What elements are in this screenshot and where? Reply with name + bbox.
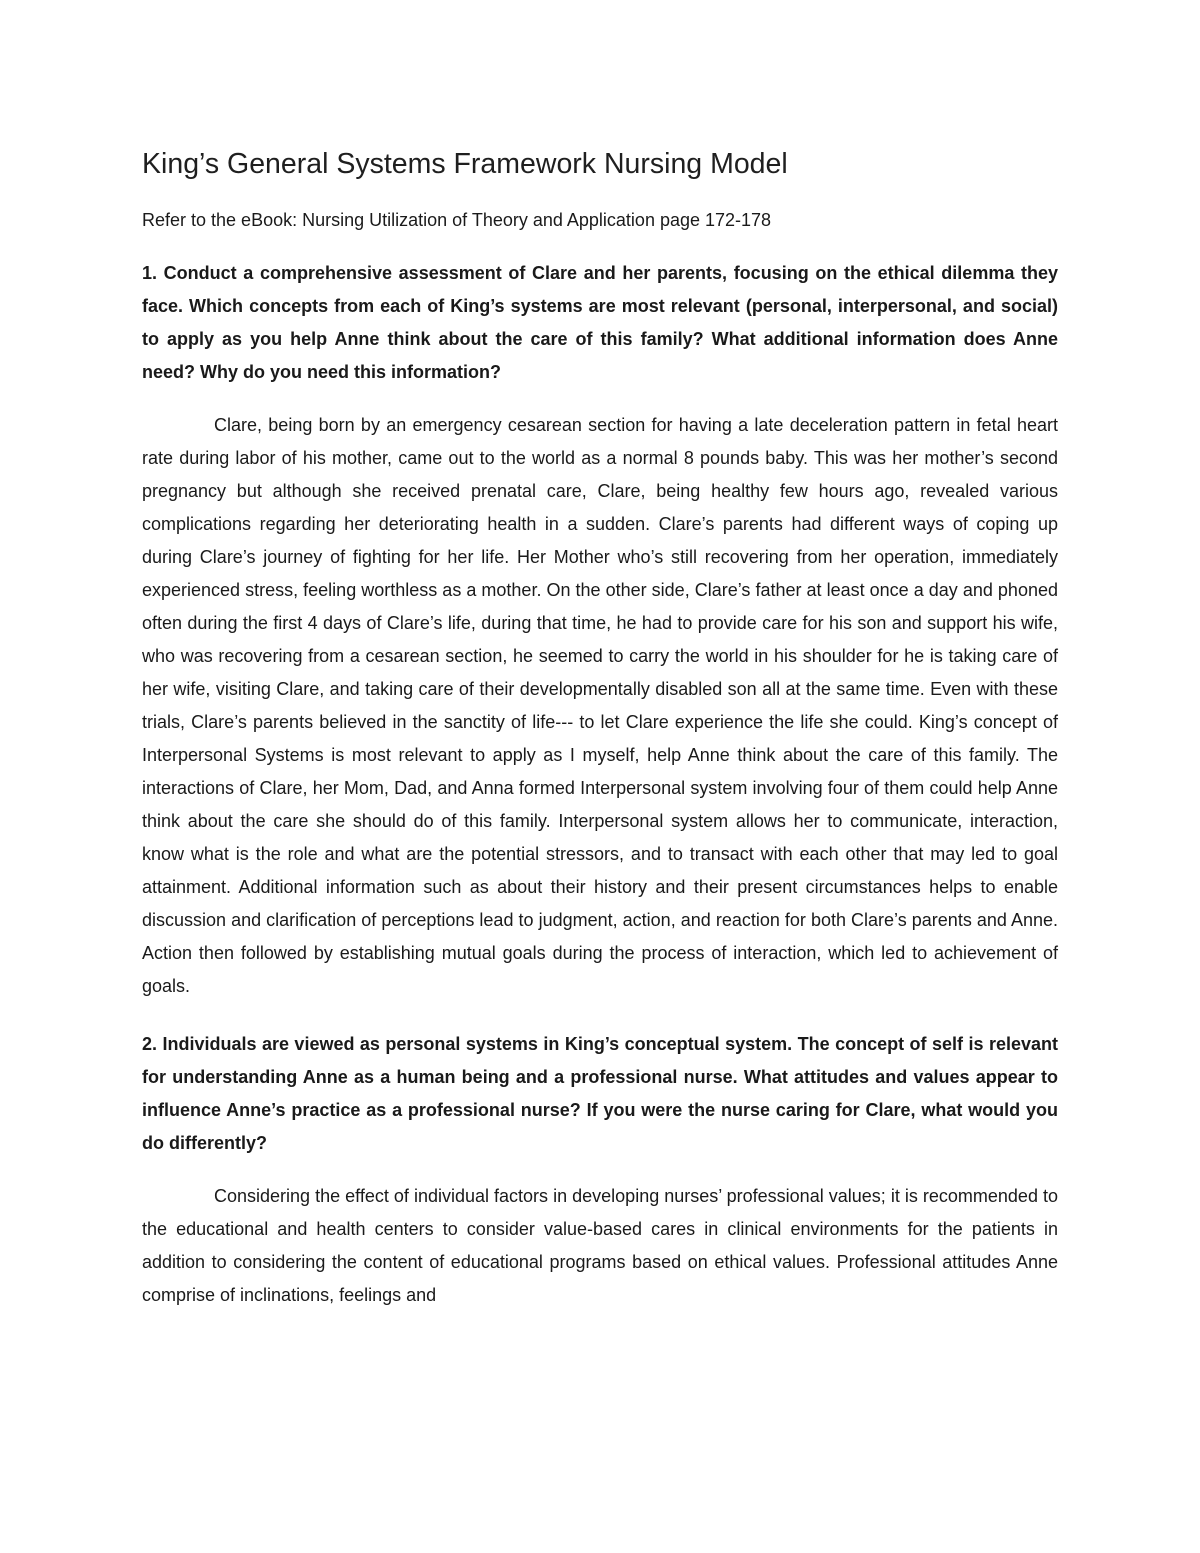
question-2: 2. Individuals are viewed as personal systems in King’s conceptual system. The concept of self is relevant for understanding Anne as a human being and a professional nurse. What attitudes and values appear to influence Anne’s practice as a professional nurse? If you were the nurse caring for Clare, what would you do differently?	[142, 1034, 1058, 1153]
answer-1: Clare, being born by an emergency cesarean section for having a late deceleration pattern in fetal heart rate during labor of his mother, came out to the world as a normal 8 pounds baby. This was her mother’s second pregnancy but although she received prenatal care, Clare, being healthy few hours ago, revealed various complications regarding her deteriorating health in a sudden. Clare’s parents had different ways of coping up during Clare’s journey of fighting for her life. Her Mother who’s still recovering from her operation, immediately experienced stress, feeling worthless as a mother. On the other side, Clare’s father at least once a day and phoned often during the first 4 days of Clare’s life, during that time, he had to provide care for his son and support his wife, who was recovering from a cesarean section, he seemed to carry the world in his shoulder for he is taking care of her wife, visiting Clare, and taking care of their developmentally disabled son all at the same time. Even with these trials, Clare’s parents believed in the sanctity of life--- to let Clare experience the life she could. King’s concept of Interpersonal Systems is most relevant to apply as I myself, help Anne think about the care of this family. The interactions of Clare, her Mom, Dad, and Anna formed Interpersonal system involving four of them could help Anne think about the care she should do of this family. Interpersonal system allows her to communicate, interaction, know what is the role and what are the potential stressors, and to transact with each other that may led to goal attainment. Additional information such as about their history and their present circumstances helps to enable discussion and clarification of perceptions lead to judgment, action, and reaction for both Clare’s parents and Anne. Action then followed by establishing mutual goals during the process of interaction, which led to achievement of goals.	[142, 415, 1058, 996]
question-1: 1. Conduct a comprehensive assessment of Clare and her parents, focusing on the ethical dilemma they face. Which concepts from each of King’s systems are most relevant (personal, interpersonal, and social) to apply as you help Anne think about the care of this family? What additional information does Anne need? Why do you need this information?	[142, 263, 1058, 382]
answer-2: Considering the effect of individual factors in developing nurses’ professional values; it is recommended to the educational and health centers to consider value-based cares in clinical environments for the patients in addition to considering the content of educational programs based on ethical values. Professional attitudes Anne comprise of inclinations, feelings and	[142, 1186, 1058, 1305]
document-body	[142, 142, 1058, 1312]
document-reference-note: Refer to the eBook: Nursing Utilization of Theory and Application page 172-178	[142, 210, 772, 230]
document-title: King’s General Systems Framework Nursing Model	[142, 148, 788, 180]
